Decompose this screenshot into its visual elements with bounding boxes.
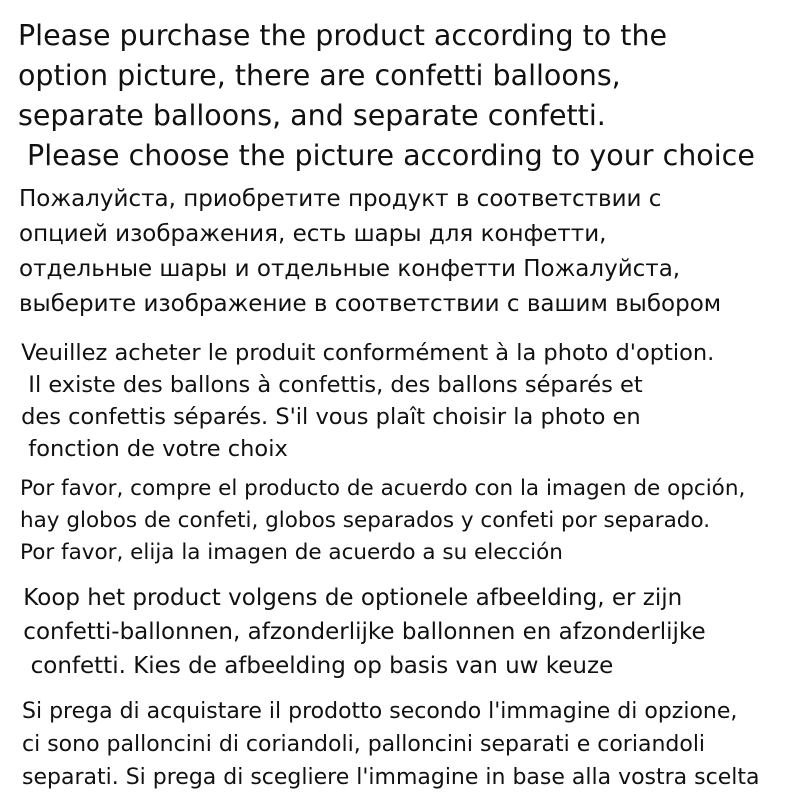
italian-line-1: Si prega di acquistare il prodotto secondo l'immagine di opzione, [22, 699, 738, 724]
english-line-3: separate balloons, and separate confetti. [18, 99, 606, 132]
italian-line-2: ci sono palloncini di coriandoli, palloncini separati e coriandoli [22, 732, 706, 757]
russian-line-3: отдельные шары и отдельные конфетти Пожалуйста, [19, 256, 681, 282]
dutch-instructions [0, 581, 800, 683]
french-line-2: Il existe des ballons à confettis, des ballons séparés et [14, 372, 643, 398]
russian-line-1: Пожалуйста, приобретите продукт в соответствии с [19, 186, 662, 212]
russian-instructions [0, 182, 800, 322]
dutch-line-1: Koop het product volgens de optionele afbeelding, er zijn [16, 585, 683, 611]
spanish-line-1: Por favor, compre el producto de acuerdo con la imagen de opción, [20, 476, 746, 501]
english-line-1: Please purchase the product according to the [18, 19, 668, 52]
dutch-line-3: confetti. Kies de afbeelding op basis van uw keuze [16, 653, 614, 679]
russian-line-2: опцией изображения, есть шары для конфетти, [19, 221, 607, 247]
english-line-2: option picture, there are confetti balloons, [18, 59, 621, 92]
dutch-line-2: confetti-ballonnen, afzonderlijke ballonnen en afzonderlijke [16, 619, 706, 645]
spanish-instructions [0, 473, 800, 569]
french-line-1: Veuillez acheter le produit conformément à la photo d'option. [14, 340, 715, 366]
english-instructions [0, 16, 800, 176]
french-instructions [0, 337, 800, 465]
italian-instructions [0, 695, 800, 794]
russian-line-4: выберите изображение в соответствии с вашим выбором [19, 291, 722, 317]
spanish-line-2: hay globos de confeti, globos separados y confeti por separado. [20, 508, 711, 533]
french-line-3: des confettis séparés. S'il vous plaît choisir la photo en [14, 404, 641, 430]
italian-line-3: separati. Si prega di scegliere l'immagine in base alla vostra scelta [22, 765, 760, 790]
spanish-line-3: Por favor, elija la imagen de acuerdo a su elección [20, 540, 563, 565]
french-line-4: fonction de votre choix [14, 436, 288, 462]
english-line-4: Please choose the picture according to your choice [18, 139, 755, 172]
